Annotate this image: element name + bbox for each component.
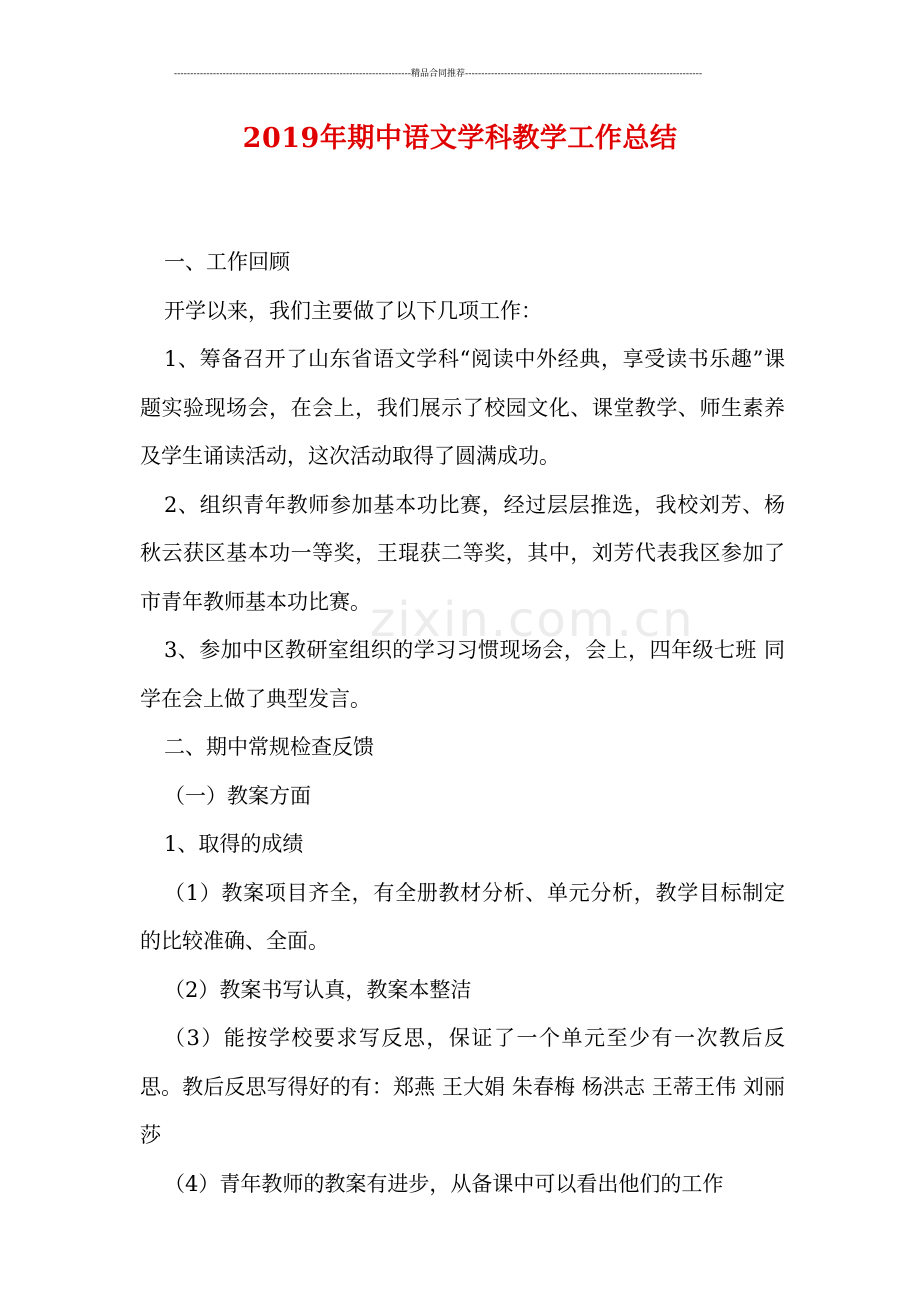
paragraph-point-2: （2）教案书写认真，教案本整洁 bbox=[164, 977, 472, 1002]
paragraph-point-3: （3）能按学校要求写反思，保证了一个单元至少有一次教后反思。教后反思写得好的有：郑燕 王大娟 朱春梅 杨洪志 王蒂王伟 刘丽莎 bbox=[140, 1026, 785, 1147]
header-dashes-left: ------------------------------------------------------------------------- bbox=[173, 69, 411, 79]
subsection-heading-achievements: 1、取得的成绩 bbox=[164, 832, 304, 856]
section-heading-feedback: 二、期中常规检查反馈 bbox=[164, 735, 374, 759]
document-body bbox=[140, 238, 785, 1208]
header-dashes-right: ------------------------------------------------------------------------- bbox=[465, 69, 703, 79]
paragraph-item-1: 1、筹备召开了山东省语文学科“阅读中外经典，享受读书乐趣”课题实验现场会，在会上，我们展示了校园文化、课堂教学、师生素养及学生诵读活动，这次活动取得了圆满成功。 bbox=[140, 347, 785, 468]
page-header bbox=[140, 66, 736, 82]
paragraph-point-4: （4）青年教师的教案有进步，从备课中可以看出他们的工作 bbox=[164, 1171, 724, 1196]
section-heading-review: 一、工作回顾 bbox=[164, 250, 290, 274]
header-label: 精品合同推荐 bbox=[410, 69, 465, 79]
subsection-heading-lesson-plans: （一）教案方面 bbox=[164, 783, 311, 808]
paragraph-point-1: （1）教案项目齐全，有全册教材分析、单元分析，教学目标制定的比较准确、全面。 bbox=[140, 880, 785, 953]
document-title: 2019年期中语文学科教学工作总结 bbox=[242, 123, 678, 154]
paragraph-item-2: 2、组织青年教师参加基本功比赛，经过层层推选，我校刘芳、杨秋云获区基本功一等奖，王琨获二等奖，其中，刘芳代表我区参加了市青年教师基本功比赛。 bbox=[140, 492, 785, 614]
paragraph-intro: 开学以来，我们主要做了以下几项工作： bbox=[164, 298, 542, 323]
watermark: zixin.com.cn bbox=[370, 592, 695, 648]
paragraph-item-3: 3、参加中区教研室组织的学习习惯现场会，会上，四年级七班 同学在会上做了典型发言。 bbox=[140, 638, 785, 711]
